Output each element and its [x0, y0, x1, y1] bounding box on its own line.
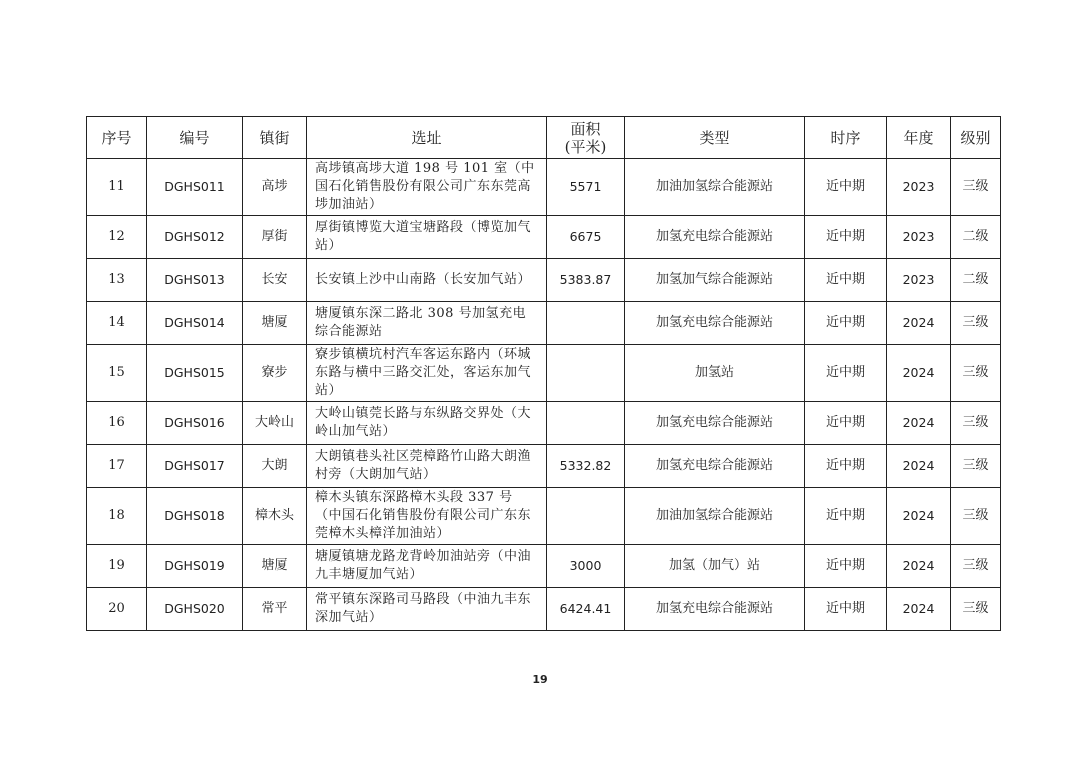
- header-type: 类型: [625, 117, 805, 159]
- cell-timing: 近中期: [805, 545, 887, 588]
- header-town: 镇街: [243, 117, 307, 159]
- cell-area: 5571: [547, 159, 625, 216]
- table-row: [87, 302, 1001, 345]
- cell-town: 塘厦: [243, 545, 307, 588]
- cell-town: 塘厦: [243, 302, 307, 345]
- cell-year: 2024: [887, 345, 951, 402]
- cell-area: [547, 345, 625, 402]
- cell-area: 6424.41: [547, 588, 625, 631]
- cell-code: DGHS019: [147, 545, 243, 588]
- cell-year: 2024: [887, 545, 951, 588]
- cell-area: 6675: [547, 216, 625, 259]
- cell-area: [547, 302, 625, 345]
- cell-type: 加油加氢综合能源站: [625, 159, 805, 216]
- table-row: [87, 445, 1001, 488]
- cell-seq: 20: [87, 588, 147, 631]
- cell-level: 三级: [951, 545, 1001, 588]
- cell-code: DGHS020: [147, 588, 243, 631]
- station-table: [86, 116, 1001, 631]
- cell-level: 二级: [951, 216, 1001, 259]
- table-row: [87, 402, 1001, 445]
- cell-level: 三级: [951, 345, 1001, 402]
- cell-address: 长安镇上沙中山南路（长安加气站）: [307, 259, 547, 302]
- header-level: 级别: [951, 117, 1001, 159]
- cell-town: 大岭山: [243, 402, 307, 445]
- cell-level: 二级: [951, 259, 1001, 302]
- cell-seq: 17: [87, 445, 147, 488]
- cell-type: 加氢充电综合能源站: [625, 445, 805, 488]
- cell-timing: 近中期: [805, 302, 887, 345]
- cell-area: [547, 488, 625, 545]
- cell-timing: 近中期: [805, 445, 887, 488]
- table-header-row: [87, 117, 1001, 159]
- header-year: 年度: [887, 117, 951, 159]
- cell-area: 5383.87: [547, 259, 625, 302]
- page-number: 19: [532, 673, 548, 686]
- cell-seq: 13: [87, 259, 147, 302]
- cell-level: 三级: [951, 159, 1001, 216]
- cell-seq: 14: [87, 302, 147, 345]
- header-area-line2: (平米): [564, 137, 607, 156]
- table-row: [87, 488, 1001, 545]
- cell-type: 加氢充电综合能源站: [625, 302, 805, 345]
- cell-seq: 18: [87, 488, 147, 545]
- cell-type: 加油加氢综合能源站: [625, 488, 805, 545]
- header-area: [547, 117, 625, 159]
- cell-code: DGHS012: [147, 216, 243, 259]
- cell-year: 2024: [887, 488, 951, 545]
- cell-address: 常平镇东深路司马路段（中油九丰东深加气站）: [307, 588, 547, 631]
- cell-type: 加氢（加气）站: [625, 545, 805, 588]
- cell-town: 厚街: [243, 216, 307, 259]
- cell-type: 加氢充电综合能源站: [625, 402, 805, 445]
- cell-level: 三级: [951, 445, 1001, 488]
- cell-level: 三级: [951, 488, 1001, 545]
- cell-level: 三级: [951, 402, 1001, 445]
- cell-type: 加氢站: [625, 345, 805, 402]
- table-row: [87, 159, 1001, 216]
- cell-year: 2023: [887, 159, 951, 216]
- cell-code: DGHS016: [147, 402, 243, 445]
- cell-address: 塘厦镇塘龙路龙背岭加油站旁（中油九丰塘厦加气站）: [307, 545, 547, 588]
- cell-seq: 16: [87, 402, 147, 445]
- cell-year: 2023: [887, 216, 951, 259]
- cell-address: 大朗镇巷头社区莞樟路竹山路大朗渔村旁（大朗加气站）: [307, 445, 547, 488]
- table-row: [87, 545, 1001, 588]
- cell-year: 2024: [887, 302, 951, 345]
- header-code: 编号: [147, 117, 243, 159]
- cell-type: 加氢充电综合能源站: [625, 588, 805, 631]
- cell-seq: 15: [87, 345, 147, 402]
- cell-seq: 19: [87, 545, 147, 588]
- cell-timing: 近中期: [805, 259, 887, 302]
- cell-code: DGHS018: [147, 488, 243, 545]
- table-row: [87, 588, 1001, 631]
- cell-town: 常平: [243, 588, 307, 631]
- table-row: [87, 216, 1001, 259]
- cell-address: 高埗镇高埗大道 198 号 101 室（中国石化销售股份有限公司广东东莞高埗加油站）: [307, 159, 547, 216]
- cell-area: 5332.82: [547, 445, 625, 488]
- cell-year: 2023: [887, 259, 951, 302]
- cell-code: DGHS014: [147, 302, 243, 345]
- cell-seq: 11: [87, 159, 147, 216]
- cell-level: 三级: [951, 302, 1001, 345]
- header-address: 选址: [307, 117, 547, 159]
- cell-timing: 近中期: [805, 588, 887, 631]
- cell-code: DGHS013: [147, 259, 243, 302]
- cell-address: 塘厦镇东深二路北 308 号加氢充电综合能源站: [307, 302, 547, 345]
- cell-code: DGHS015: [147, 345, 243, 402]
- cell-timing: 近中期: [805, 488, 887, 545]
- cell-timing: 近中期: [805, 216, 887, 259]
- header-seq: 序号: [87, 117, 147, 159]
- cell-town: 樟木头: [243, 488, 307, 545]
- cell-type: 加氢充电综合能源站: [625, 216, 805, 259]
- cell-seq: 12: [87, 216, 147, 259]
- cell-level: 三级: [951, 588, 1001, 631]
- cell-town: 寮步: [243, 345, 307, 402]
- cell-town: 大朗: [243, 445, 307, 488]
- table-row: [87, 345, 1001, 402]
- cell-timing: 近中期: [805, 345, 887, 402]
- cell-timing: 近中期: [805, 159, 887, 216]
- cell-town: 长安: [243, 259, 307, 302]
- table-row: [87, 259, 1001, 302]
- cell-address: 樟木头镇东深路樟木头段 337 号（中国石化销售股份有限公司广东东莞樟木头樟洋加油站）: [307, 488, 547, 545]
- cell-area: [547, 402, 625, 445]
- cell-year: 2024: [887, 445, 951, 488]
- cell-type: 加氢加气综合能源站: [625, 259, 805, 302]
- cell-address: 厚街镇博览大道宝塘路段（博览加气站）: [307, 216, 547, 259]
- cell-year: 2024: [887, 588, 951, 631]
- header-timing: 时序: [805, 117, 887, 159]
- cell-address: 大岭山镇莞长路与东纵路交界处（大岭山加气站）: [307, 402, 547, 445]
- cell-year: 2024: [887, 402, 951, 445]
- cell-code: DGHS011: [147, 159, 243, 216]
- cell-area: 3000: [547, 545, 625, 588]
- cell-address: 寮步镇横坑村汽车客运东路内（环城东路与横中三路交汇处，客运东加气站）: [307, 345, 547, 402]
- cell-timing: 近中期: [805, 402, 887, 445]
- header-area-line1: 面积: [570, 119, 601, 138]
- cell-town: 高埗: [243, 159, 307, 216]
- cell-code: DGHS017: [147, 445, 243, 488]
